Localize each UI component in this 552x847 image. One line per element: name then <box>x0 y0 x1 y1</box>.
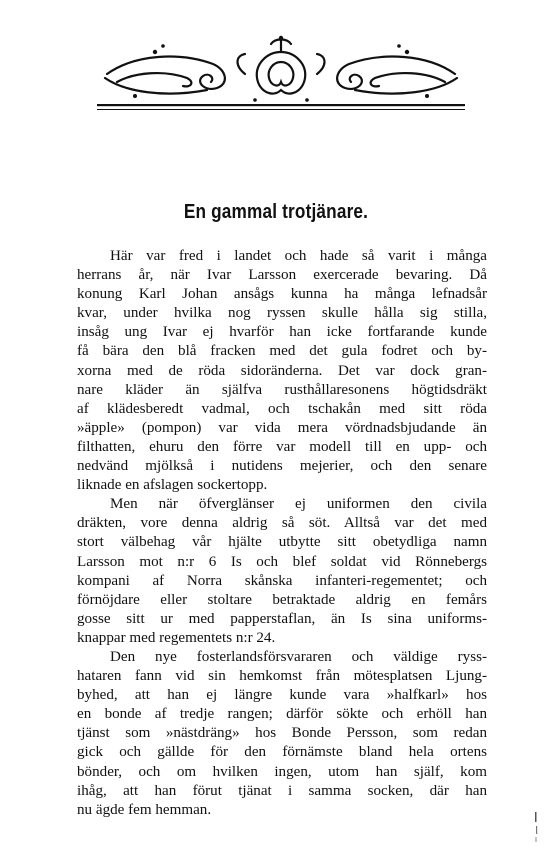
text-line: förnöjdare eller stoltare betraktade aldrig en femårs <box>77 591 487 608</box>
text-line: tjänst som »nästdräng» hos Bonde Persson, som redan <box>77 725 487 742</box>
text-line: liknade en afslagen sockertopp. <box>77 477 268 494</box>
header-ornament <box>95 34 467 116</box>
paragraph-1 <box>77 247 487 495</box>
text-line: kvar, under hvilka nog ryssen skulle hålla sig stilla, <box>77 305 487 322</box>
text-line: gick och gällde för den förnämste bland hela ortens <box>77 744 487 761</box>
text-line: nedvänd mjölkså i nutidens mejerier, och den senare <box>77 458 487 475</box>
paragraph-2 <box>77 495 487 648</box>
body-text <box>77 247 487 820</box>
text-line: bönder, och om hvilken ingen, utom han själf, kom <box>77 763 487 780</box>
text-line: herrans år, när Ivar Larsson exercerade bevaring. Då <box>77 267 487 284</box>
text-line: nu ägde fem hemman. <box>77 801 212 818</box>
chapter-title: En gammal trotjänare. <box>183 201 369 223</box>
text-line: få bära den blå fracken med det gula fodret och by- <box>77 343 487 360</box>
text-line: Larsson mot n:r 6 Is och blef soldat vid Rönnebergs <box>77 553 487 570</box>
text-line: Men när öfverglänser ej uniformen den civila <box>110 496 487 513</box>
text-line: knappar med regementets n:r 24. <box>77 629 276 646</box>
paragraph-3 <box>77 648 487 820</box>
text-line: nare kläder än själfva rusthållaresonens högtidsdräkt <box>77 381 487 398</box>
text-line: konung Karl Johan ansågs kunna ha många lefnadsår <box>77 286 487 303</box>
text-line: hataren fann vid sin hemkomst från mötesplatsen Ljung- <box>77 668 487 685</box>
text-line: xorna med de röda sidoränderna. Det var dock gran- <box>77 362 487 379</box>
margin-mark-icon <box>532 810 540 844</box>
text-line: en bonde af tredje rangen; därför sökte och erhöll han <box>77 706 487 723</box>
text-line: kompani af Norra skånska infanteri-regementet; och <box>77 572 487 589</box>
text-line: ihåg, att han förut tjänat i samma socken, där han <box>77 782 487 799</box>
text-line: stort välbehag vår hjälte utbytte sitt obetydliga namn <box>77 534 487 551</box>
text-line: filthatten, ehuru den förre var modell till en upp- och <box>77 438 487 455</box>
text-line: insåg ung Ivar ej hvarför han icke fortfarande kunde <box>77 324 487 341</box>
text-line: Här var fred i landet och hade så varit i många <box>110 248 487 264</box>
text-line: dräkten, vore denna aldrig så söt. Alltså var det med <box>77 515 487 532</box>
text-line: af klädesberedt vadmal, och tschakån med sitt röda <box>77 400 487 417</box>
text-line: »äpple» (pompon) var vida mera vördnadsbjudande än <box>77 419 487 436</box>
text-line: byhed, att han ej längre kunde vara »halfkarl» hos <box>77 687 487 704</box>
text-line: Den nye fosterlandsförsvararen och väldige ryss- <box>110 648 487 665</box>
text-line: gosse sitt ur med papperstaflan, än Is sina uniforms- <box>77 610 487 627</box>
